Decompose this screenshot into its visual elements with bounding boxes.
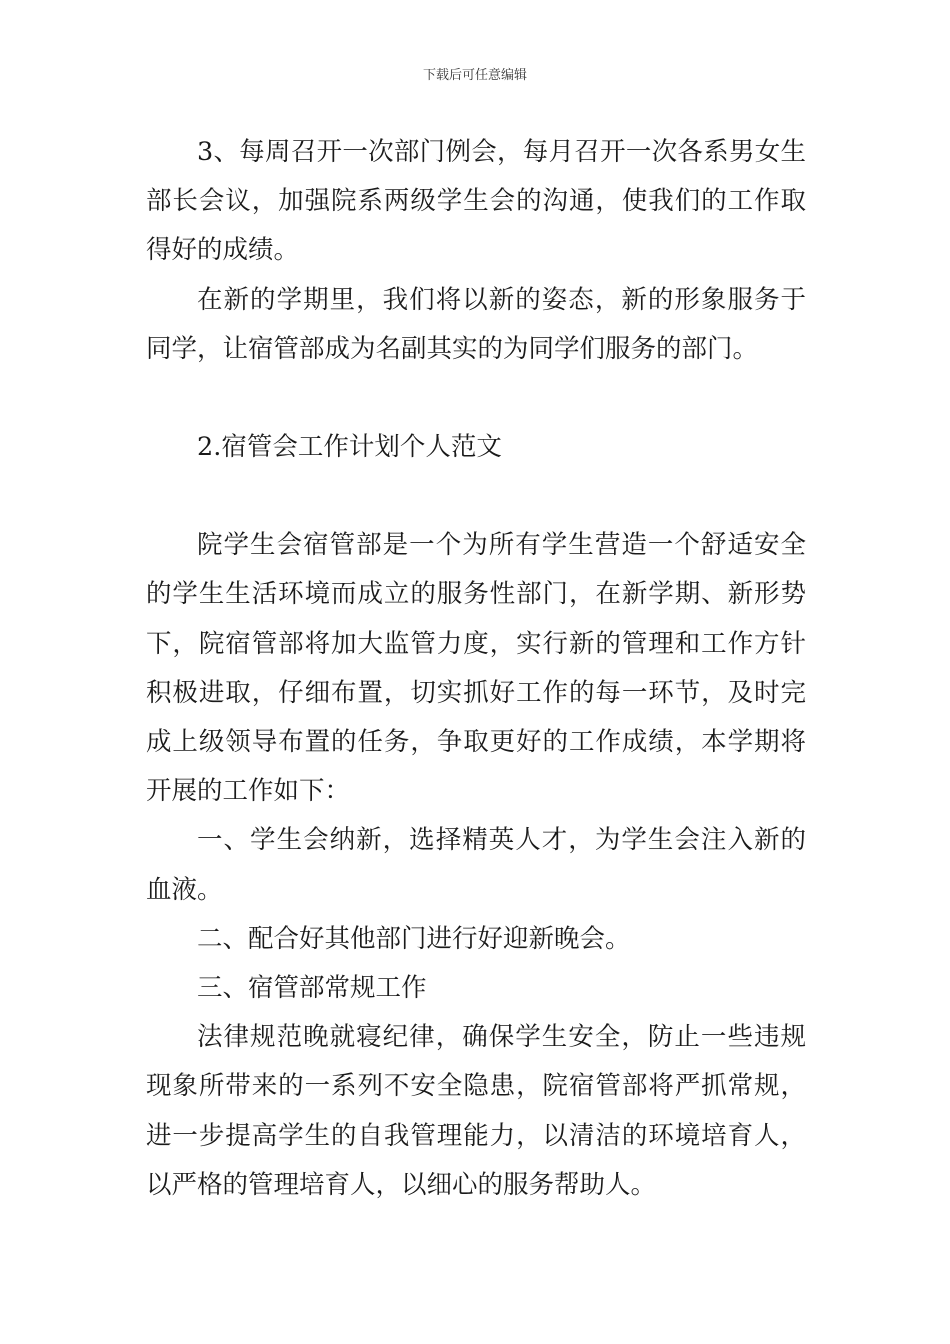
document-body bbox=[146, 128, 806, 1210]
paragraph-routine-work: 法律规范晚就寝纪律，确保学生安全，防止一些违规现象所带来的一系列不安全隐患，院宿管部将严抓常规，进一步提高学生的自我管理能力，以清洁的环境培育人，以严格的管理培育人，以细心的服务帮助人。 bbox=[146, 1022, 806, 1200]
section-heading: 2.宿管会工作计划个人范文 bbox=[197, 432, 502, 463]
paragraph-new-semester: 在新的学期里，我们将以新的姿态，新的形象服务于同学，让宿管部成为名副其实的为同学们服务的部门。 bbox=[146, 284, 806, 364]
paragraph-meeting-plan: 3、每周召开一次部门例会，每月召开一次各系男女生部长会议，加强院系两级学生会的沟通，使我们的工作取得好的成绩。 bbox=[146, 137, 806, 266]
paragraph-introduction: 院学生会宿管部是一个为所有学生营造一个舒适安全的学生生活环境而成立的服务性部门，在新学期、新形势下，院宿管部将加大监管力度，实行新的管理和工作方针积极进取，仔细布置，切实抓好工作的每一环节，及时完成上级领导布置的任务，争取更好的工作成绩，本学期将开展的工作如下： bbox=[146, 530, 806, 807]
page-header: 下载后可任意编辑 bbox=[422, 68, 527, 83]
paragraph-item-one: 一、学生会纳新，选择精英人才，为学生会注入新的血液。 bbox=[146, 825, 806, 905]
paragraph-item-three: 三、宿管部常规工作 bbox=[197, 973, 427, 1004]
paragraph-item-two: 二、配合好其他部门进行好迎新晚会。 bbox=[197, 923, 631, 954]
